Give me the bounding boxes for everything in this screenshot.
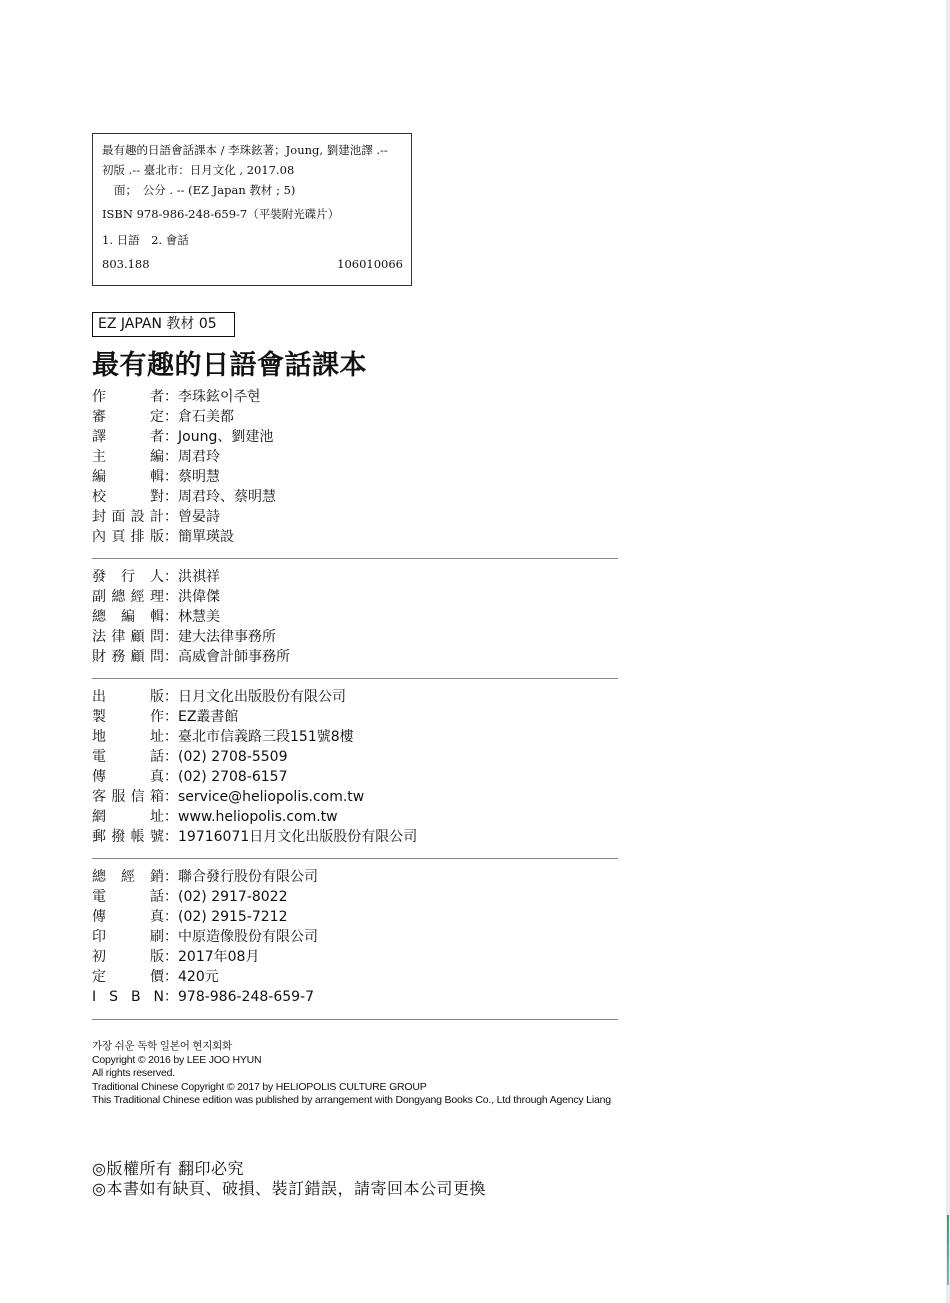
info-row — [92, 887, 432, 907]
label-char: 者 — [150, 429, 164, 445]
label-char: 計 — [149, 509, 164, 525]
label-char: 信 — [130, 789, 145, 805]
label-char: 出 — [92, 689, 106, 705]
label-char: 號 — [149, 829, 164, 845]
label-char: 版 — [150, 689, 164, 705]
label-colon: ： — [164, 689, 178, 705]
label-char: 對 — [150, 489, 164, 505]
label-char: 設 — [130, 509, 145, 525]
label-char: 法 — [92, 629, 106, 645]
label-char: 話 — [150, 749, 164, 765]
info-row — [92, 467, 432, 487]
info-row — [92, 967, 432, 987]
cip-line-title: 最有趣的日語會話課本 / 李珠鉉著；Joung, 劉建池譯 .-- — [102, 143, 388, 157]
label-char: 律 — [111, 629, 126, 645]
label-char: 版 — [149, 529, 164, 545]
info-row — [92, 527, 432, 547]
cip-subjects: 1. 日語 2. 會話 — [102, 233, 189, 247]
label-char: 總 — [92, 869, 106, 885]
label-colon: ： — [164, 509, 178, 525]
cip-catalog-box — [92, 133, 412, 286]
info-row — [92, 767, 432, 787]
label-colon: ： — [164, 469, 178, 485]
label-char: 帳 — [130, 829, 145, 845]
label-char: 真 — [150, 769, 164, 785]
info-label — [92, 407, 164, 427]
label-colon: ： — [164, 449, 178, 465]
label-colon: ： — [164, 649, 178, 665]
info-value: 日月文化出版股份有限公司 — [178, 689, 346, 705]
cip-classification: 803.188 — [102, 257, 150, 271]
label-char: 編 — [150, 449, 164, 465]
label-char: 服 — [111, 789, 126, 805]
info-value: 420元 — [178, 969, 219, 985]
label-colon: ： — [164, 889, 178, 905]
info-value: 曾晏詩 — [178, 509, 220, 525]
label-colon: ： — [164, 929, 178, 945]
info-value: 聯合發行股份有限公司 — [178, 869, 318, 885]
info-label — [92, 507, 164, 527]
info-value: 倉石美都 — [178, 409, 234, 425]
label-char: 主 — [92, 449, 106, 465]
book-title: 最有趣的日語會話課本 — [92, 350, 367, 381]
info-value: 978-986-248-659-7 — [178, 989, 315, 1005]
label-char: 定 — [92, 969, 106, 985]
label-char: 發 — [92, 569, 106, 585]
info-label — [92, 387, 164, 407]
label-char: 理 — [149, 589, 164, 605]
info-row — [92, 507, 432, 527]
info-label — [92, 647, 164, 667]
info-value: 建大法律事務所 — [178, 629, 276, 645]
info-row — [92, 387, 432, 407]
info-label — [92, 787, 164, 807]
info-row — [92, 707, 432, 727]
info-value: 2017年08月 — [178, 949, 260, 965]
info-label — [92, 467, 164, 487]
info-row — [92, 687, 432, 707]
publisher-list — [92, 687, 432, 847]
label-char: 編 — [121, 609, 135, 625]
label-char: 總 — [111, 589, 126, 605]
label-char: 譯 — [92, 429, 106, 445]
info-label — [92, 707, 164, 727]
info-label — [92, 867, 164, 887]
series-label: EZ JAPAN 教材 05 — [92, 312, 235, 337]
label-char: 傳 — [92, 909, 106, 925]
info-label — [92, 827, 164, 847]
label-char: 地 — [92, 729, 106, 745]
label-char: 作 — [150, 709, 164, 725]
label-char: 撥 — [111, 829, 126, 845]
label-char: 編 — [92, 469, 106, 485]
label-char: 址 — [150, 729, 164, 745]
label-char: 電 — [92, 889, 106, 905]
label-colon: ： — [164, 709, 178, 725]
label-colon: ： — [164, 809, 178, 825]
label-colon: ： — [164, 529, 178, 545]
label-char: B — [130, 989, 141, 1005]
copyright-line: Traditional Chinese Copyright © 2017 by HELIOPOLIS CULTURE GROUP — [92, 1080, 427, 1093]
label-char: 作 — [92, 389, 106, 405]
info-row — [92, 447, 432, 467]
info-row — [92, 927, 432, 947]
copyright-line: 가장 쉬운 독학 일본어 현지회화 — [92, 1040, 233, 1052]
notice-line: ◎本書如有缺頁、破損、裝訂錯誤，請寄回本公司更換 — [92, 1179, 486, 1198]
label-char: 刷 — [150, 929, 164, 945]
label-colon: ： — [164, 609, 178, 625]
label-colon: ： — [164, 789, 178, 805]
info-label — [92, 927, 164, 947]
info-value: (02) 2708-5509 — [178, 749, 288, 765]
info-row — [92, 807, 432, 827]
label-colon: ： — [164, 589, 178, 605]
label-char: 頁 — [111, 529, 126, 545]
label-char: 箱 — [149, 789, 164, 805]
info-value: 周君玲、蔡明慧 — [178, 489, 276, 505]
label-char: 財 — [92, 649, 106, 665]
info-row — [92, 827, 432, 847]
info-label — [92, 447, 164, 467]
info-value: 周君玲 — [178, 449, 220, 465]
info-value: www.heliopolis.com.tw — [178, 809, 338, 825]
info-label — [92, 607, 164, 627]
info-label — [92, 567, 164, 587]
label-char: 價 — [150, 969, 164, 985]
cip-line-edition: 初版 .-- 臺北市：日月文化 , 2017.08 — [102, 163, 295, 177]
info-label — [92, 967, 164, 987]
info-row — [92, 647, 432, 667]
label-char: 總 — [92, 609, 106, 625]
label-char: 者 — [150, 389, 164, 405]
label-colon: ： — [164, 749, 178, 765]
label-char: 話 — [150, 889, 164, 905]
label-char: 真 — [150, 909, 164, 925]
copyright-line: Copyright © 2016 by LEE JOO HYUN — [92, 1053, 262, 1066]
label-colon: ： — [164, 869, 178, 885]
info-value: EZ叢書館 — [178, 709, 239, 725]
label-colon: ： — [164, 429, 178, 445]
label-char: I — [92, 989, 97, 1005]
label-colon: ： — [164, 949, 178, 965]
label-char: 址 — [150, 809, 164, 825]
cip-line-format: 面； 公分 . -- (EZ Japan 教材 ; 5) — [114, 183, 296, 197]
cip-call-row — [102, 254, 403, 274]
info-row — [92, 407, 432, 427]
label-char: 傳 — [92, 769, 106, 785]
label-colon: ： — [164, 989, 178, 1005]
info-row — [92, 947, 432, 967]
info-label — [92, 627, 164, 647]
info-label — [92, 747, 164, 767]
info-row — [92, 627, 432, 647]
section-divider — [92, 558, 618, 559]
info-row — [92, 867, 432, 887]
copyright-line: All rights reserved. — [92, 1067, 175, 1079]
info-value: 蔡明慧 — [178, 469, 220, 485]
label-char: 行 — [121, 569, 135, 585]
info-label — [92, 727, 164, 747]
info-value: 高威會計師事務所 — [178, 649, 290, 665]
info-row — [92, 907, 432, 927]
info-label — [92, 527, 164, 547]
label-char: 版 — [150, 949, 164, 965]
info-label — [92, 487, 164, 507]
copyright-block — [92, 1040, 618, 1108]
label-char: 審 — [92, 409, 106, 425]
info-value: (02) 2917-8022 — [178, 889, 288, 905]
label-char: 顧 — [130, 649, 145, 665]
label-colon: ： — [164, 769, 178, 785]
label-char: 務 — [111, 649, 126, 665]
info-value: 林慧美 — [178, 609, 220, 625]
label-char: 經 — [130, 589, 145, 605]
label-char: 初 — [92, 949, 106, 965]
section-divider — [92, 678, 618, 679]
info-label — [92, 587, 164, 607]
label-colon: ： — [164, 489, 178, 505]
info-label — [92, 427, 164, 447]
label-char: 排 — [130, 529, 145, 545]
credits-list — [92, 387, 432, 547]
section-divider — [92, 1019, 618, 1020]
info-label — [92, 887, 164, 907]
info-row — [92, 787, 432, 807]
label-char: 製 — [92, 709, 106, 725]
info-row — [92, 987, 432, 1007]
label-char: 印 — [92, 929, 106, 945]
info-row — [92, 587, 432, 607]
label-char: 人 — [150, 569, 164, 585]
info-row — [92, 487, 432, 507]
info-value: 簡單瑛設 — [178, 529, 234, 545]
label-char: 網 — [92, 809, 106, 825]
management-list — [92, 567, 432, 667]
cip-record-number: 106010066 — [337, 257, 403, 271]
label-colon: ： — [164, 409, 178, 425]
label-char: N — [153, 989, 164, 1005]
label-char: 電 — [92, 749, 106, 765]
copyright-line: This Traditional Chinese edition was published by arrangement with Dongyang Books Co., Ltd through Agency Liang — [92, 1094, 611, 1106]
edge-color-mark — [947, 1215, 949, 1285]
info-row — [92, 427, 432, 447]
rights-notice — [92, 1159, 486, 1199]
notice-line: ◎版權所有 翻印必究 — [92, 1159, 245, 1178]
info-label — [92, 807, 164, 827]
label-char: 副 — [92, 589, 106, 605]
info-value: (02) 2708-6157 — [178, 769, 288, 785]
label-colon: ： — [164, 829, 178, 845]
label-char: 銷 — [150, 869, 164, 885]
info-row — [92, 727, 432, 747]
info-label — [92, 987, 164, 1007]
section-divider — [92, 858, 618, 859]
info-row — [92, 607, 432, 627]
label-char: 定 — [150, 409, 164, 425]
info-value: 19716071日月文化出版股份有限公司 — [178, 829, 418, 845]
label-char: 郵 — [92, 829, 106, 845]
info-value: Joung、劉建池 — [178, 429, 274, 445]
label-char: 問 — [149, 629, 164, 645]
info-value: 臺北市信義路三段151號8樓 — [178, 729, 354, 745]
info-label — [92, 947, 164, 967]
label-char: 校 — [92, 489, 106, 505]
label-char: 面 — [111, 509, 126, 525]
info-row — [92, 567, 432, 587]
label-char: 輯 — [150, 609, 164, 625]
label-char: 經 — [121, 869, 135, 885]
info-value: (02) 2915-7212 — [178, 909, 288, 925]
info-label — [92, 767, 164, 787]
label-colon: ： — [164, 909, 178, 925]
info-value: 洪祺祥 — [178, 569, 220, 585]
info-row — [92, 747, 432, 767]
info-label — [92, 687, 164, 707]
label-colon: ： — [164, 389, 178, 405]
label-colon: ： — [164, 569, 178, 585]
cip-isbn: ISBN 978-986-248-659-7（平裝附光碟片） — [102, 207, 340, 221]
label-char: 顧 — [130, 629, 145, 645]
label-char: 封 — [92, 509, 106, 525]
label-colon: ： — [164, 729, 178, 745]
label-char: S — [109, 989, 118, 1005]
info-value: service@heliopolis.com.tw — [178, 789, 365, 805]
label-char: 內 — [92, 529, 106, 545]
label-char: 問 — [149, 649, 164, 665]
info-value: 洪偉傑 — [178, 589, 220, 605]
label-char: 客 — [92, 789, 106, 805]
page-edge — [946, 0, 950, 1303]
label-colon: ： — [164, 969, 178, 985]
info-value: 李珠鉉이주현 — [178, 389, 261, 405]
info-label — [92, 907, 164, 927]
info-value: 中原造像股份有限公司 — [178, 929, 318, 945]
label-char: 輯 — [150, 469, 164, 485]
label-colon: ： — [164, 629, 178, 645]
distribution-list — [92, 867, 432, 1007]
